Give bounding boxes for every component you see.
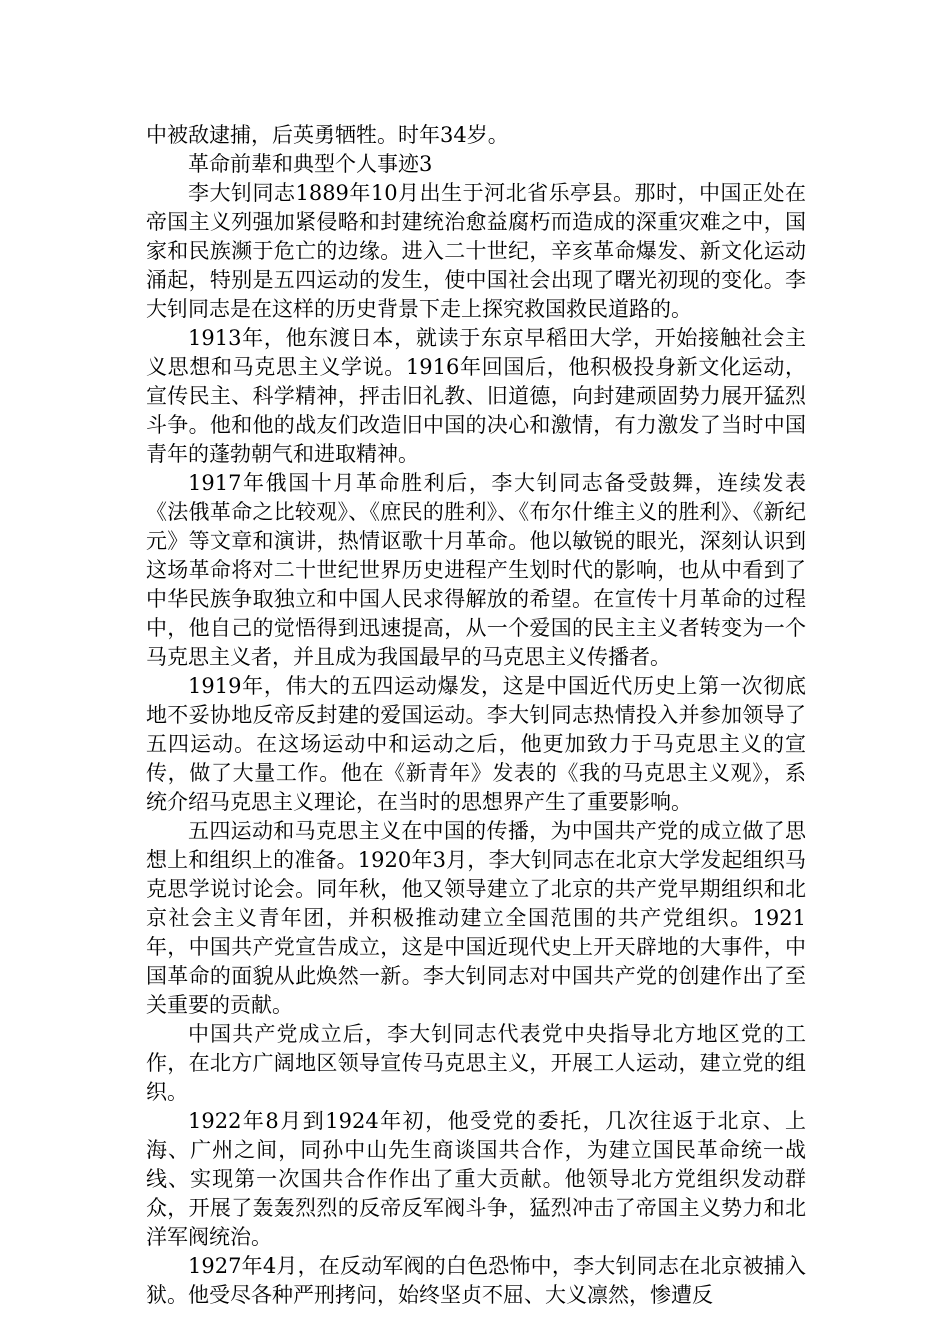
paragraph-japan: 1913年，他东渡日本，就读于东京早稻田大学，开始接触社会主义思想和马克思主义学说。1916年回国后，他积极投身新文化运动，宣传民主、科学精神，抨击旧礼教、旧道德，向封建顽固势力展开猛烈斗争。他和他的战友们改造旧中国的决心和激情，有力激发了当时中国青年的蓬勃朝气和进取精神。 — [146, 326, 806, 466]
paragraph-october-revolution: 1917年俄国十月革命胜利后，李大钊同志备受鼓舞，连续发表《法俄革命之比较观》、《庶民的胜利》、《布尔什维主义的胜利》、《新纪元》等文章和演讲，热情讴歌十月革命。他以敏锐的眼光，深刻认识到这场革命将对二十世纪世界历史进程产生划时代的影响，也从中看到了中华民族争取独立和中国人民求得解放的希望。在宣传十月革命的过程中，他自己的觉悟得到迅速提高，从一个爱国的民主主义者转变为一个马克思主义者，并且成为我国最早的马克思主义传播者。 — [146, 471, 806, 669]
paragraph-party-founding: 五四运动和马克思主义在中国的传播，为中国共产党的成立做了思想上和组织上的准备。1920年3月，李大钊同志在北京大学发起组织马克思学说讨论会。同年秋，他又领导建立了北京的共产党早期组织和北京社会主义青年团，并积极推动建立全国范围的共产党组织。1921年，中国共产党宣告成立，这是中国近现代史上开天辟地的大事件，中国革命的面貌从此焕然一新。李大钊同志对中国共产党的创建作出了至关重要的贡献。 — [146, 819, 806, 1017]
section-title: 革命前辈和典型个人事迹3 — [188, 152, 433, 176]
paragraph-arrest: 1927年4月，在反动军阀的白色恐怖中，李大钊同志在北京被捕入狱。他受尽各种严刑拷问，始终坚贞不屈、大义凛然，惨遭反 — [146, 1254, 806, 1307]
paragraph-birth: 李大钊同志1889年10月出生于河北省乐亭县。那时，中国正处在帝国主义列强加紧侵略和封建统治愈益腐朽而造成的深重灾难之中，国家和民族濒于危亡的边缘。进入二十世纪，辛亥革命爆发、新文化运动涌起，特别是五四运动的发生，使中国社会出现了曙光初现的变化。李大钊同志是在这样的历史背景下走上探究救国救民道路的。 — [146, 181, 806, 321]
document-page — [146, 121, 806, 1310]
paragraph-continuation: 中被敌逮捕，后英勇牺牲。时年34岁。 — [146, 123, 509, 147]
paragraph-may-fourth: 1919年，伟大的五四运动爆发，这是中国近代历史上第一次彻底地不妥协地反帝反封建的爱国运动。李大钊同志热情投入并参加领导了五四运动。在这场运动中和运动之后，他更加致力于马克思主义的宣传，做了大量工作。他在《新青年》发表的《我的马克思主义观》，系统介绍马克思主义理论，在当时的思想界产生了重要影响。 — [146, 674, 806, 814]
paragraph-north-work: 中国共产党成立后，李大钊同志代表党中央指导北方地区党的工作，在北方广阔地区领导宣传马克思主义，开展工人运动，建立党的组织。 — [146, 1022, 806, 1104]
paragraph-cooperation: 1922年8月到1924年初，他受党的委托，几次往返于北京、上海、广州之间，同孙中山先生商谈国共合作，为建立国民革命统一战线、实现第一次国共合作作出了重大贡献。他领导北方党组织发动群众，开展了轰轰烈烈的反帝反军阀斗争，猛烈冲击了帝国主义势力和北洋军阀统治。 — [146, 1109, 806, 1249]
